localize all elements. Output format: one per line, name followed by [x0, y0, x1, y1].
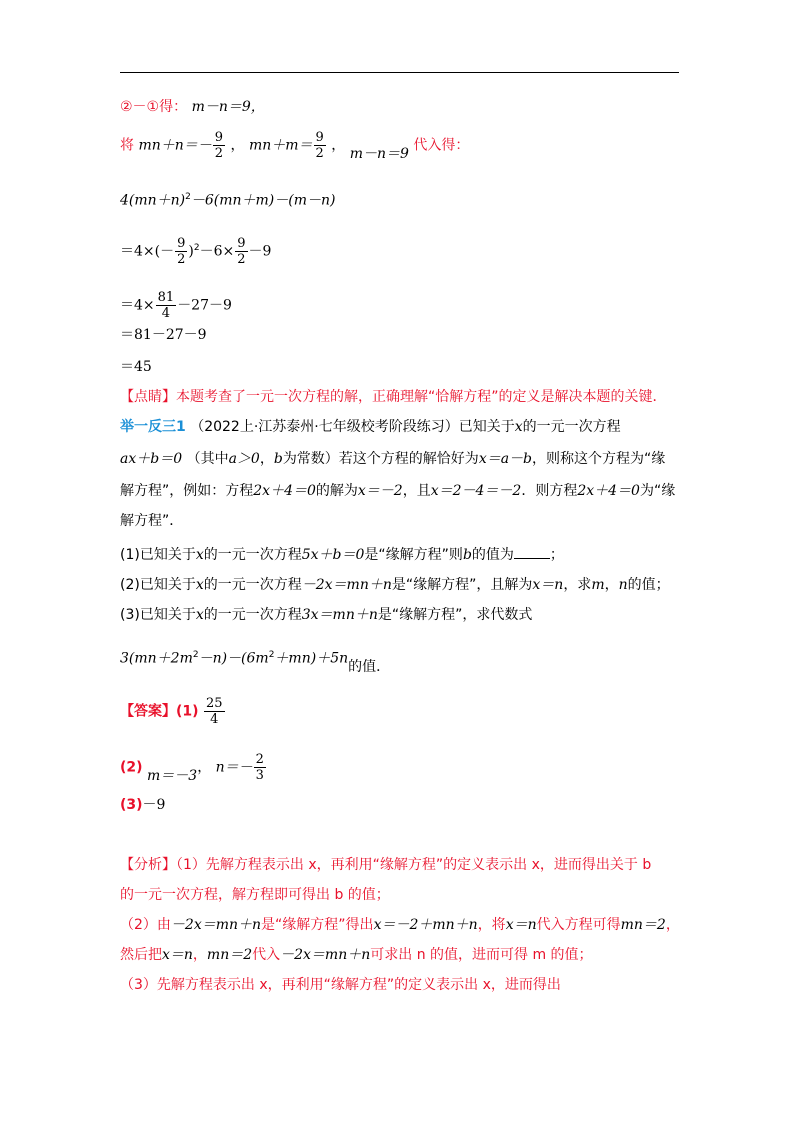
fraction: $\frac{9}{2}$: [214, 130, 224, 161]
answer-1: 【答案】(1) $\frac{25}{4}$: [120, 696, 223, 727]
substitution-line: [120, 130, 469, 161]
subst-lead: 将: [120, 137, 134, 154]
problem-source: （2022上·江苏泰州·七年级校考阶段练习）已知关于: [190, 419, 515, 435]
calc-line-2: ＝4×(－ $\frac{9}{2}$ )$^2$－6× $\frac{9}{2}$ －9: [120, 236, 272, 267]
question-3: (3)已知关于x的一元一次方程3x＝mn＋n是“缘解方程”，求代数式: [120, 607, 533, 623]
subst-tail: 代入得：: [413, 137, 470, 154]
question-1: (1)已知关于x的一元一次方程5x＋b＝0是“缘解方程”则b的值为 ；: [120, 547, 564, 563]
question-2: (2)已知关于x的一元一次方程－2x＝mn＋n是“缘解方程”，且解为x＝n，求m，n的值；: [120, 577, 670, 593]
analysis-line-3: （2）由－2x＝mn＋n是“缘解方程”得出x＝－2＋mn＋n，将x＝n代入方程可得mn＝2，: [120, 917, 680, 933]
dianjing-note: 【点睛】本题考查了一元一次方程的解，正确理解“恰解方程”的定义是解决本题的关键．: [120, 389, 667, 405]
analysis-line-5: （3）先解方程表示出 x，再利用“缘解方程”的定义表示出 x，进而得出: [120, 977, 561, 993]
subst-expr-3: m－n＝9: [349, 145, 409, 162]
fraction: $\frac{9}{2}$: [315, 130, 324, 161]
answer-blank: [514, 546, 550, 559]
problem-line-2: ax＋b＝0 （其中a＞0，b为常数）若这个方程的解恰好为x＝a－b，则称这个方程为“缘: [120, 451, 666, 467]
calc-line-1: $4(mn+n)^2-6(mn+m)-(m-n)$: [120, 192, 336, 209]
answer-2: (2) m＝－3， n＝－ $\frac{2}{3}$: [120, 752, 264, 784]
calc-line-3: ＝4× $\frac{81}{4}$ －27－9: [120, 290, 232, 321]
problem-tag: 举一反三1: [120, 419, 186, 435]
calc-line-5: ＝45: [120, 359, 152, 375]
problem-line-4: 解方程”．: [120, 513, 184, 529]
step-label: ②－①得：: [120, 99, 188, 115]
analysis-line-1: 【分析】（1）先解方程表示出 x，再利用“缘解方程”的定义表示出 x，进而得出关于 b: [120, 857, 652, 873]
header-rule: [120, 72, 679, 73]
analysis-line-2: 的一元一次方程，解方程即可得出 b 的值；: [120, 887, 390, 903]
analysis-line-4: 然后把x＝n，mn＝2代入－2x＝mn＋n可求出 n 的值，进而可得 m 的值；: [120, 947, 593, 963]
answer-tag: 【答案】: [120, 703, 176, 720]
subtraction-step: [120, 98, 265, 116]
answer-3: (3)－9: [120, 797, 166, 813]
calc-line-4: ＝81－27－9: [120, 327, 207, 343]
subst-expr-2: mn＋m＝: [248, 137, 313, 154]
problem-line-3: 解方程”，例如：方程2x＋4＝0的解为x＝－2，且x＝2－4＝－2．则方程2x＋4＝0为“缘: [120, 483, 676, 499]
separator: ，: [230, 137, 245, 154]
subst-expr-1: mn＋n＝－: [138, 137, 212, 154]
problem-header: 举一反三1 （2022上·江苏泰州·七年级校考阶段练习）已知关于x的一元一次方程: [120, 419, 621, 435]
separator: ，: [331, 137, 346, 154]
question-3-expression: $3(mn+2m^2-n)-(6m^2+mn)+5n$的值．: [120, 650, 391, 675]
step-result: m－n＝9，: [191, 99, 265, 115]
